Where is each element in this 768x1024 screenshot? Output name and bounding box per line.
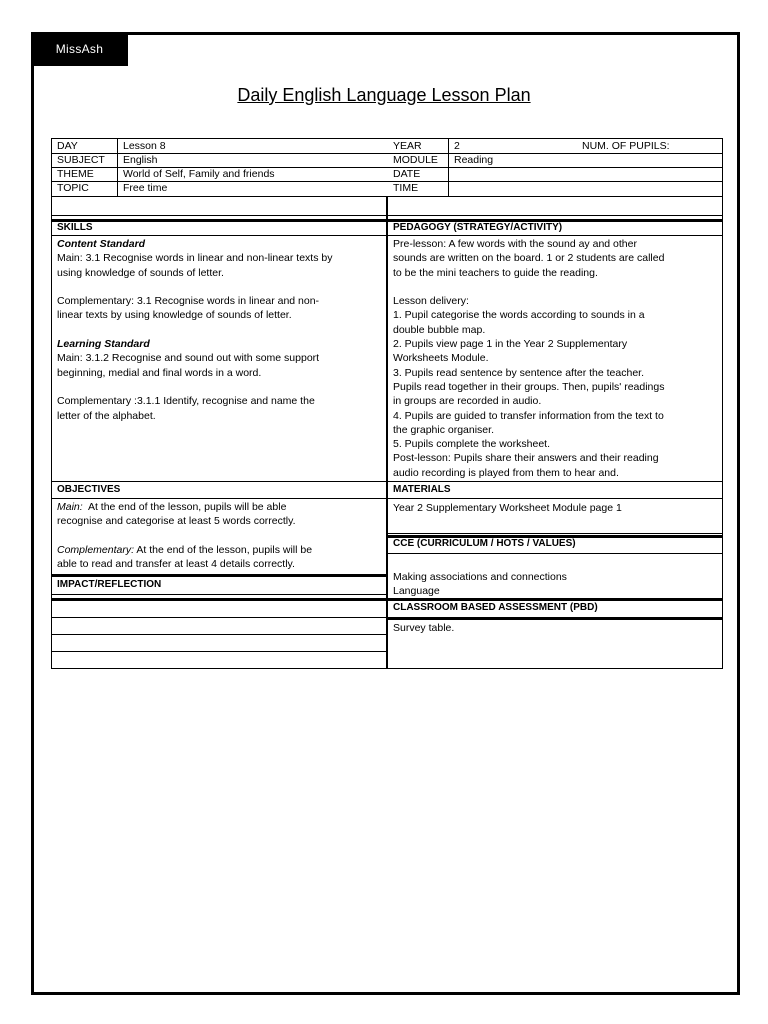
- subject-label: SUBJECT: [57, 154, 105, 166]
- pedagogy-line: the graphic organiser.: [393, 423, 494, 436]
- pedagogy-line: 3. Pupils read sentence by sentence after the teacher.: [393, 366, 644, 379]
- assessment-heading: CLASSROOM BASED ASSESSMENT (PBD): [393, 602, 598, 613]
- cce-content: [393, 570, 567, 599]
- materials-heading: MATERIALS: [393, 484, 451, 495]
- learning-main-line: beginning, medial and final words in a word.: [57, 366, 262, 379]
- year-value: 2: [454, 140, 460, 152]
- objectives-heading: OBJECTIVES: [57, 484, 121, 495]
- pedagogy-line: Post-lesson: Pupils share their answers and their reading: [393, 452, 659, 465]
- content-main-line: Main: 3.1 Recognise words in linear and non-linear texts by: [57, 252, 333, 265]
- pedagogy-line: Lesson delivery:: [393, 295, 469, 308]
- objective-main-label: Main:: [57, 501, 83, 513]
- objective-main-text: At the end of the lesson, pupils will be able: [87, 501, 287, 513]
- pedagogy-content: [393, 237, 664, 480]
- content-comp-line: linear texts by using knowledge of sounds of letter.: [57, 309, 292, 322]
- cce-heading: CCE (CURRICULUM / HOTS / VALUES): [393, 538, 576, 549]
- impact-heading: IMPACT/REFLECTION: [57, 579, 162, 590]
- objective-comp-text: At the end of the lesson, pupils will be: [136, 543, 313, 556]
- topic-label: TOPIC: [57, 182, 89, 194]
- subject-value: English: [123, 154, 158, 166]
- pedagogy-line: 5. Pupils complete the worksheet.: [393, 438, 550, 451]
- content-comp-line: Complementary: 3.1 Recognise words in linear and non-: [57, 295, 320, 308]
- skills-heading: SKILLS: [57, 222, 93, 233]
- day-label: DAY: [57, 140, 78, 152]
- pedagogy-line: to be the mini teachers to guide the reading.: [393, 266, 598, 279]
- pupils-label: NUM. OF PUPILS:: [582, 140, 670, 152]
- time-label: TIME: [393, 182, 419, 194]
- learning-comp-line: Complementary :3.1.1 Identify, recognise and name the: [57, 395, 315, 408]
- pedagogy-line: 4. Pupils are guided to transfer information from the text to: [393, 409, 664, 422]
- content-main-line: using knowledge of sounds of letter.: [57, 266, 224, 279]
- assessment-text: Survey table.: [393, 622, 455, 634]
- day-value: Lesson 8: [123, 140, 166, 152]
- objective-comp-text: able to read and transfer at least 4 details correctly.: [57, 558, 295, 571]
- pedagogy-line: in groups are recorded in audio.: [393, 395, 542, 408]
- skills-content: [57, 237, 332, 423]
- brand-logo: MissAsh: [31, 32, 128, 66]
- year-label: YEAR: [393, 140, 422, 152]
- pedagogy-line: audio recording is played from them to hear and.: [393, 466, 619, 479]
- topic-value: Free time: [123, 182, 168, 194]
- pedagogy-line: Pupils read together in their groups. Then, pupils' readings: [393, 380, 665, 393]
- cce-line: Language: [393, 585, 440, 598]
- cce-line: Making associations and connections: [393, 571, 567, 583]
- pedagogy-line: Worksheets Module.: [393, 352, 489, 365]
- objective-comp-label: Complementary:: [57, 543, 135, 556]
- pedagogy-line: double bubble map.: [393, 323, 486, 336]
- module-value: Reading: [454, 154, 494, 166]
- objectives-content: [57, 500, 312, 571]
- pedagogy-heading: PEDAGOGY (STRATEGY/ACTIVITY): [393, 222, 563, 233]
- learning-comp-line: letter of the alphabet.: [57, 409, 156, 422]
- learning-main-line: Main: 3.1.2 Recognise and sound out with some support: [57, 352, 320, 365]
- page-title: Daily English Language Lesson Plan: [237, 85, 531, 105]
- pedagogy-line: Pre-lesson: A few words with the sound ay and other: [393, 238, 637, 250]
- module-label: MODULE: [393, 154, 438, 166]
- date-label: DATE: [393, 168, 421, 180]
- materials-text: Year 2 Supplementary Worksheet Module page 1: [393, 502, 622, 514]
- pedagogy-line: 1. Pupil categorise the words according to sounds in a: [393, 309, 645, 322]
- pedagogy-line: sounds are written on the board. 1 or 2 students are called: [393, 252, 665, 265]
- theme-value: World of Self, Family and friends: [123, 168, 275, 180]
- objective-main-text: recognise and categorise at least 5 words correctly.: [57, 515, 296, 528]
- learning-standard-label: Learning Standard: [57, 338, 150, 351]
- content-standard-label: Content Standard: [57, 238, 146, 250]
- theme-label: THEME: [57, 168, 94, 180]
- pedagogy-line: 2. Pupils view page 1 in the Year 2 Supplementary: [393, 338, 628, 351]
